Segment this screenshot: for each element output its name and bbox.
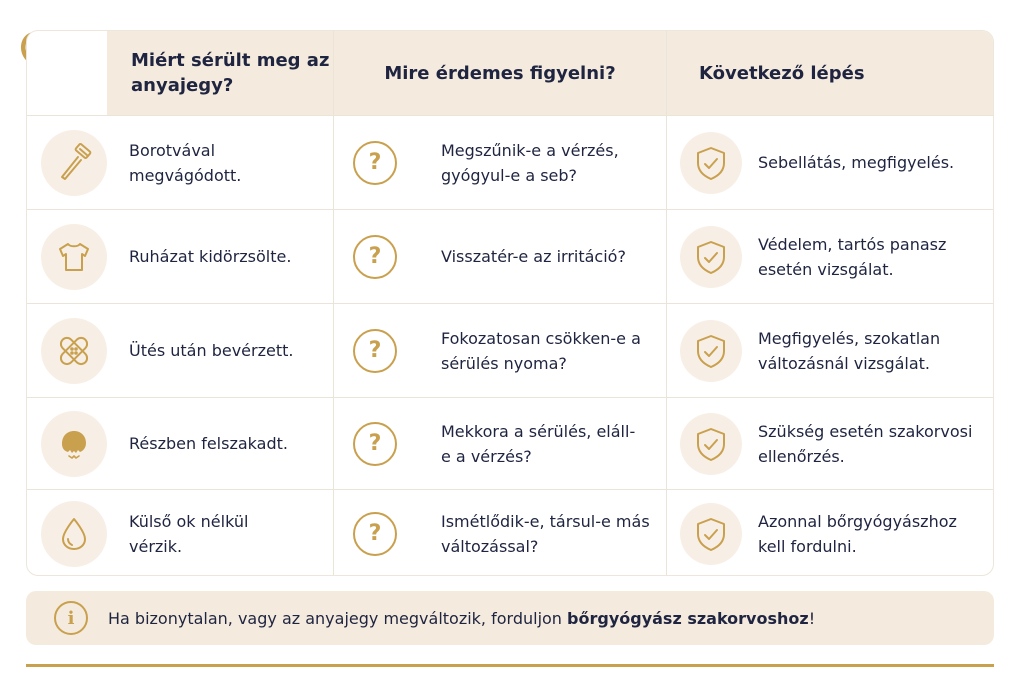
question-icon: ? [353,329,397,373]
next-step-text: Szükség esetén szakorvosi ellenőrzés. [758,421,973,466]
next-step-text: Megfigyelés, szokatlan változásnál vizsgálat. [758,328,941,373]
next-step-text: Védelem, tartós panasz esetén vizsgálat. [758,234,947,279]
next-step-text: Sebellátás, megfigyelés. [758,153,955,172]
drop-icon [41,501,107,567]
cause-text: Ütés után bevérzett. [129,341,294,360]
note-text-main: Ha bizonytalan, vagy az anyajegy megváltozik, forduljon [108,608,568,628]
header-next-step: Következő lépés [699,62,865,84]
footer-divider [26,664,994,667]
cause-text: Külső ok nélkül vérzik. [129,511,249,556]
shield-check-icon [680,226,742,288]
header-watch: Mire érdemes figyelni? [384,62,616,84]
header-cause: Miért sérült meg az anyajegy? [131,50,330,96]
watch-text: Mekkora a sérülés, eláll-e a vérzés? [441,421,636,466]
table-row [27,209,994,303]
question-icon: ? [353,422,397,466]
watch-text: Megszűnik-e a vérzés, gyógyul-e a seb? [441,140,619,185]
shirt-icon [41,224,107,290]
watch-text: Ismétlődik-e, társul-e más változással? [441,511,650,556]
bandage-icon [41,318,107,384]
cause-text: Borotvával megvágódott. [129,140,242,185]
cause-text: Ruházat kidörzsölte. [129,247,292,266]
next-step-text: Azonnal bőrgyógyászhoz kell fordulni. [758,511,957,556]
note-text-bold: bőrgyógyász szakorvoshoz [567,608,809,628]
shield-check-icon [680,503,742,565]
info-note [26,591,994,645]
burst-mole-icon [41,411,107,477]
note-text [108,609,815,628]
note-text-end: ! [808,608,816,628]
table-row [27,115,994,209]
watch-text: Visszatér-e az irritáció? [441,247,626,266]
table-row [27,489,994,576]
info-table [26,30,994,576]
watch-text: Fokozatosan csökken-e a sérülés nyoma? [441,328,641,373]
shield-check-icon [680,132,742,194]
question-icon: ? [353,235,397,279]
cause-text: Részben felszakadt. [129,434,288,453]
razor-icon [41,130,107,196]
info-icon: i [54,601,88,635]
shield-check-icon [680,320,742,382]
shield-check-icon [680,413,742,475]
question-icon: ? [353,141,397,185]
table-row [27,397,994,489]
question-icon: ? [353,512,397,556]
table-row [27,303,994,397]
